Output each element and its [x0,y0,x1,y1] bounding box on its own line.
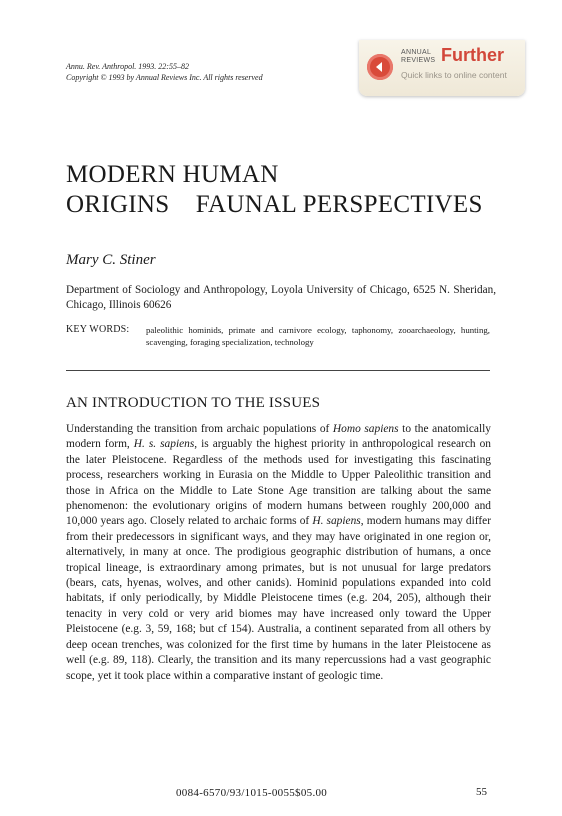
body-text: , modern humans may differ from their predecessors in significant ways, and they may have originated in one region or, alternatively, in many at once. The prodigious geographic distribution of humans, a once tropical lineage, is extraordinary among primates, but is not unusual for large predators (bears, cats, hyenas, wolves, and other canids). Hominid populations expanded into cold habitats, if only periodically, by Middle Pleistocene times (e.g. 204, 205), although their tenacity in very cold or very arid biomes may have increased only toward the Upper Pleistocene (e.g. 3, 59, 168; but cf 154). Australia, a continent separated from all others by deep ocean trenches, was colonized for the first time by humans in the later Pleistocene as well (e.g. 89, 118). Clearly, the transition and its many repercussions had a vast geographic scope, yet it took place within a comparative instant of geologic time. [66,515,492,682]
body-paragraph [66,422,491,684]
citation-line-1: Annu. Rev. Anthropol. 1993. 22:55–82 [66,62,189,71]
species-name: Homo sapiens [332,423,399,435]
body-text: Understanding the transition from archaic populations of [66,423,333,435]
page-number: 55 [476,786,487,798]
title-line-2: ORIGINS FAUNAL PERSPECTIVES [66,191,483,218]
keywords-label: KEY WORDS: [66,324,130,335]
author-affiliation: Department of Sociology and Anthropology, Loyola University of Chicago, 6525 N. Sheridan, Chicago, Illinois 60626 [66,284,496,311]
header-divider [66,370,490,371]
species-name: H. sapiens [312,515,361,528]
further-banner[interactable] [359,40,525,96]
banner-brand-line-1: ANNUAL [401,49,432,56]
journal-citation [66,61,336,83]
footer-issn-code: 0084-6570/93/1015-0055$05.00 [176,787,328,799]
title-line-1: MODERN HUMAN [66,161,279,188]
arrow-left-icon [373,60,387,74]
author-name: Mary C. Stiner [66,252,156,268]
species-name: H. s. sapiens [133,438,195,451]
section-heading: AN INTRODUCTION TO THE ISSUES [66,395,321,411]
banner-further-label: Further [441,45,504,65]
keywords-list: paleolithic hominids, primate and carnivore ecology, taphonomy, zooarchaeology, hunting, scavenging, foraging specialization, technology [146,325,490,347]
body-text: to the anatomically modern form, [66,423,491,451]
citation-line-2: Copyright © 1993 by Annual Reviews Inc. All rights reserved [66,73,263,82]
banner-subtitle: Quick links to online content [401,70,507,80]
body-text: , is arguably the highest priority in anthropological research on the later Pleistocene. Regardless of the methods used for investigating this fascinating process, researchers working in Eurasia on the Middle to Upper Paleolithic transition and those in Africa on the Middle to Late Stone Age transition are talking about the same phenomenon: the evolutionary origins of modern humans between roughly 200,000 and 10,000 years ago. Closely related to archaic forms of [66,438,491,528]
annual-reviews-logo-icon [367,54,393,80]
article-title [66,160,506,220]
banner-brand-line-2: REVIEWS [401,57,436,64]
banner-brand [401,49,435,65]
